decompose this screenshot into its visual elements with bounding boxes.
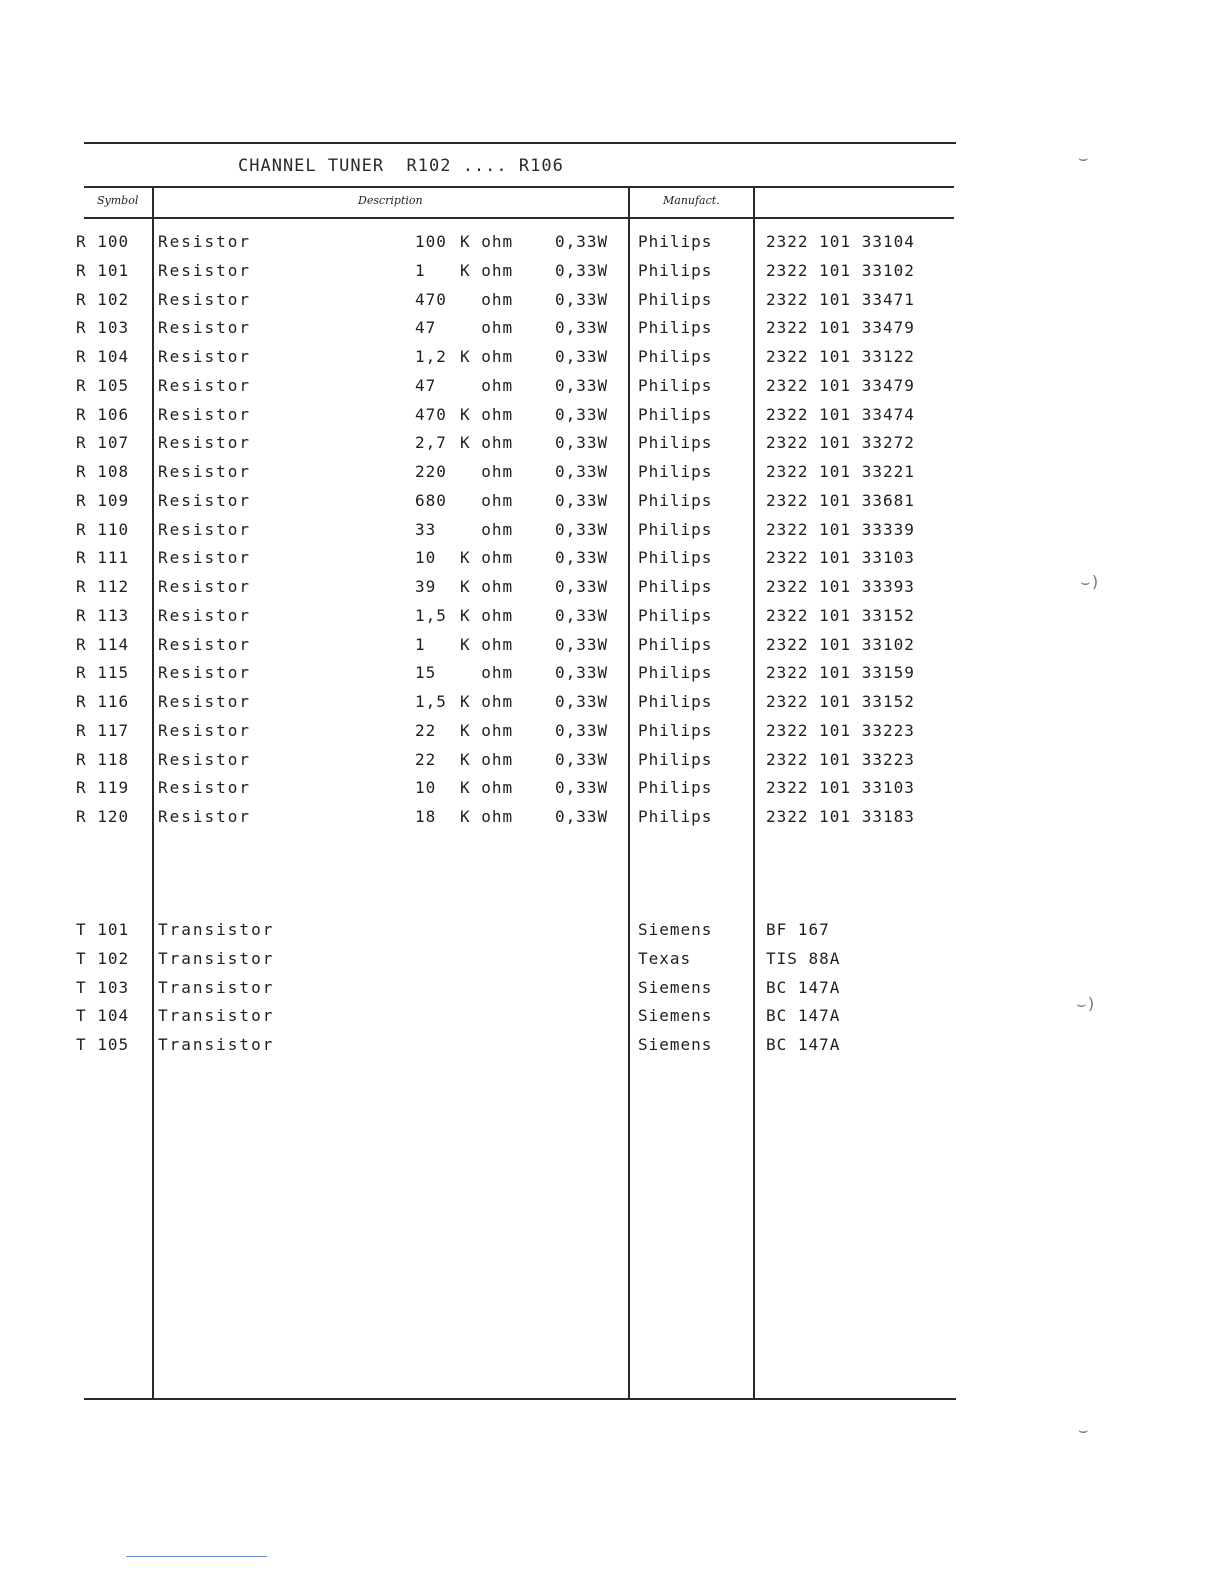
row-value: 220 [415,462,447,481]
row-part-number: 2322 101 33103 [766,778,915,798]
table-row [0,778,1000,804]
header-top-rule [84,186,954,188]
row-part-number: 2322 101 33152 [766,605,915,625]
table-row [0,750,1000,776]
table-row [0,692,1000,718]
row-part-number: 2322 101 33102 [766,634,915,654]
row-symbol: R 115 [76,663,130,683]
table-row [0,1035,1000,1061]
row-manufacturer: Siemens [638,1006,713,1026]
row-power: 0,33W [555,720,609,740]
table-row [0,462,1000,488]
row-unit: K ohm [460,749,514,769]
row-part-number: 2322 101 33393 [766,577,915,596]
row-symbol: R 114 [76,634,130,654]
row-part-number: 2322 101 33272 [766,433,915,453]
row-unit: ohm [460,318,514,338]
row-description: Transistor [158,920,275,939]
row-symbol: T 104 [76,1006,130,1026]
row-symbol: R 119 [76,778,130,798]
row-value: 1 [415,260,426,280]
row-symbol: R 108 [76,462,130,481]
row-description: Resistor [158,519,252,539]
row-description: Resistor [158,462,252,481]
row-power: 0,33W [555,519,609,539]
row-description: Transistor [158,948,275,968]
row-description: Transistor [158,1006,275,1026]
row-power: 0,33W [555,778,609,798]
row-symbol: R 118 [76,749,130,769]
row-manufacturer: Philips [638,548,713,568]
row-part-number: BC 147A [766,1006,841,1026]
row-symbol: R 113 [76,605,130,625]
row-description: Resistor [158,692,252,711]
row-value: 100 [415,232,447,251]
row-manufacturer: Philips [638,778,713,798]
row-part-number: 2322 101 33102 [766,260,915,280]
row-manufacturer: Philips [638,318,713,338]
row-unit: ohm [460,519,514,539]
margin-mark: ⌣) [1080,572,1101,591]
row-unit: K ohm [460,232,514,251]
table-row [0,405,1000,431]
row-part-number: 2322 101 33221 [766,462,915,481]
table-row [0,721,1000,747]
row-power: 0,33W [555,749,609,769]
row-symbol: R 110 [76,519,130,539]
row-power: 0,33W [555,548,609,568]
row-power: 0,33W [555,375,609,395]
row-part-number: 2322 101 33103 [766,548,915,568]
row-value: 1,5 [415,605,447,625]
row-description: Resistor [158,289,252,309]
row-unit: ohm [460,490,514,510]
row-manufacturer: Philips [638,519,713,539]
row-power: 0,33W [555,260,609,280]
row-manufacturer: Philips [638,462,713,481]
row-power: 0,33W [555,232,609,251]
row-power: 0,33W [555,318,609,338]
row-description: Resistor [158,318,252,338]
row-value: 18 [415,807,437,826]
table-row [0,606,1000,632]
footer-blue-line [126,1556,267,1557]
row-value: 680 [415,490,447,510]
row-part-number: BC 147A [766,977,841,997]
row-value: 47 [415,318,437,338]
row-symbol: R 105 [76,375,130,395]
table-row [0,520,1000,546]
row-manufacturer: Philips [638,347,713,366]
table-row [0,433,1000,459]
row-description: Resistor [158,347,252,366]
row-unit: ohm [460,375,514,395]
row-symbol: T 103 [76,977,130,997]
row-value: 10 [415,778,437,798]
row-description: Resistor [158,404,252,424]
row-part-number: 2322 101 33339 [766,519,915,539]
row-manufacturer: Siemens [638,977,713,997]
table-row [0,1006,1000,1032]
header-bottom-rule [84,217,954,219]
table-row [0,232,1000,258]
row-value: 1,5 [415,692,447,711]
row-power: 0,33W [555,347,609,366]
table-row [0,318,1000,344]
row-symbol: R 101 [76,260,130,280]
row-manufacturer: Philips [638,375,713,395]
row-description: Resistor [158,605,252,625]
row-unit: K ohm [460,260,514,280]
table-row [0,347,1000,373]
row-symbol: R 100 [76,232,130,251]
row-manufacturer: Texas [638,948,692,968]
row-manufacturer: Philips [638,692,713,711]
row-manufacturer: Philips [638,634,713,654]
row-manufacturer: Philips [638,490,713,510]
row-description: Transistor [158,1035,275,1054]
row-manufacturer: Philips [638,720,713,740]
row-unit: K ohm [460,605,514,625]
row-manufacturer: Philips [638,577,713,596]
row-part-number: BC 147A [766,1035,841,1054]
row-description: Resistor [158,375,252,395]
row-symbol: R 112 [76,577,130,596]
row-part-number: 2322 101 33479 [766,375,915,395]
row-value: 47 [415,375,437,395]
row-manufacturer: Philips [638,260,713,280]
row-description: Resistor [158,490,252,510]
row-value: 33 [415,519,437,539]
row-description: Transistor [158,977,275,997]
row-description: Resistor [158,807,252,826]
table-row [0,491,1000,517]
row-unit: K ohm [460,807,514,826]
row-value: 39 [415,577,437,596]
row-value: 10 [415,548,437,568]
row-manufacturer: Siemens [638,1035,713,1054]
row-power: 0,33W [555,663,609,683]
row-unit: K ohm [460,634,514,654]
row-unit: ohm [460,462,514,481]
row-symbol: R 111 [76,548,130,568]
row-unit: K ohm [460,577,514,596]
table-row [0,577,1000,603]
row-part-number: 2322 101 33479 [766,318,915,338]
row-power: 0,33W [555,462,609,481]
table-row [0,290,1000,316]
row-symbol: R 102 [76,289,130,309]
row-value: 470 [415,404,447,424]
row-manufacturer: Philips [638,289,713,309]
row-description: Resistor [158,778,252,798]
row-description: Resistor [158,749,252,769]
margin-mark: ⌣) [1076,994,1097,1013]
table-row [0,261,1000,287]
row-power: 0,33W [555,490,609,510]
row-part-number: 2322 101 33183 [766,807,915,826]
row-manufacturer: Philips [638,605,713,625]
row-description: Resistor [158,663,252,683]
row-value: 1,2 [415,347,447,366]
row-power: 0,33W [555,577,609,596]
row-value: 1 [415,634,426,654]
row-unit: K ohm [460,433,514,453]
row-unit: ohm [460,663,514,683]
row-part-number: 2322 101 33159 [766,663,915,683]
row-part-number: 2322 101 33474 [766,404,915,424]
row-description: Resistor [158,232,252,251]
row-symbol: R 116 [76,692,130,711]
table-row [0,635,1000,661]
row-unit: ohm [460,289,514,309]
row-description: Resistor [158,260,252,280]
header-symbol: Symbol [97,194,139,207]
row-symbol: T 102 [76,948,130,968]
row-value: 2,7 [415,433,447,453]
row-manufacturer: Philips [638,404,713,424]
row-unit: K ohm [460,720,514,740]
row-power: 0,33W [555,289,609,309]
row-manufacturer: Siemens [638,920,713,939]
row-symbol: R 106 [76,404,130,424]
margin-mark: ⌣ [1078,1420,1089,1439]
row-symbol: R 104 [76,347,130,366]
table-row [0,548,1000,574]
row-power: 0,33W [555,404,609,424]
row-unit: K ohm [460,692,514,711]
row-manufacturer: Philips [638,807,713,826]
row-power: 0,33W [555,433,609,453]
row-part-number: 2322 101 33122 [766,347,915,366]
row-part-number: 2322 101 33223 [766,720,915,740]
page-title: CHANNEL TUNER R102 .... R106 [238,156,564,176]
row-symbol: T 105 [76,1035,130,1054]
row-description: Resistor [158,720,252,740]
row-part-number: 2322 101 33223 [766,749,915,769]
margin-mark: ⌣ [1078,148,1089,167]
row-power: 0,33W [555,692,609,711]
row-power: 0,33W [555,634,609,654]
top-rule [84,142,956,144]
table-row [0,807,1000,833]
row-power: 0,33W [555,605,609,625]
table-row [0,376,1000,402]
row-manufacturer: Philips [638,663,713,683]
row-manufacturer: Philips [638,232,713,251]
row-part-number: BF 167 [766,920,830,939]
row-value: 15 [415,663,437,683]
row-value: 22 [415,720,437,740]
row-part-number: 2322 101 33104 [766,232,915,251]
row-symbol: R 120 [76,807,130,826]
row-value: 470 [415,289,447,309]
row-symbol: T 101 [76,920,130,939]
row-unit: K ohm [460,347,514,366]
row-value: 22 [415,749,437,769]
table-row [0,949,1000,975]
row-unit: K ohm [460,548,514,568]
row-part-number: 2322 101 33471 [766,289,915,309]
row-part-number: 2322 101 33152 [766,692,915,711]
table-row [0,920,1000,946]
bottom-rule [84,1398,956,1400]
table-row [0,663,1000,689]
row-unit: K ohm [460,778,514,798]
row-part-number: 2322 101 33681 [766,490,915,510]
row-description: Resistor [158,433,252,453]
header-manufacturer: Manufact. [663,194,720,207]
row-unit: K ohm [460,404,514,424]
row-manufacturer: Philips [638,749,713,769]
row-manufacturer: Philips [638,433,713,453]
row-description: Resistor [158,634,252,654]
row-part-number: TIS 88A [766,948,841,968]
header-description: Description [358,194,423,207]
row-symbol: R 109 [76,490,130,510]
table-row [0,978,1000,1004]
row-symbol: R 103 [76,318,130,338]
row-description: Resistor [158,577,252,596]
row-symbol: R 117 [76,720,130,740]
row-description: Resistor [158,548,252,568]
row-symbol: R 107 [76,433,130,453]
row-power: 0,33W [555,807,609,826]
